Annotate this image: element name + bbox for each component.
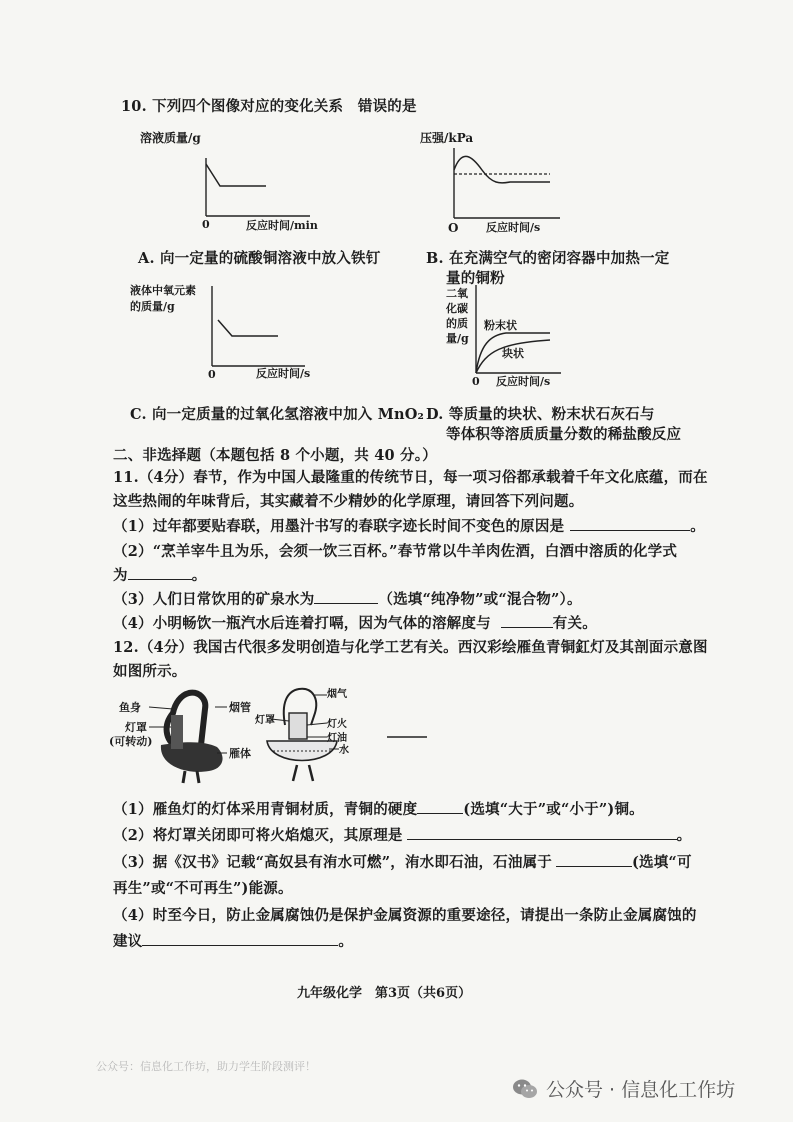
label-water: 水 <box>339 745 349 756</box>
q12-p2: （2）将灯罩关闭即可将火焰熄灭，其原理是 。 <box>113 827 692 844</box>
q12-line1: 12.（4分）我国古代很多发明创造与化学工艺有关。西汉彩绘雁鱼青铜釭灯及其剖面示意图 <box>113 639 708 656</box>
q12-p3-blank[interactable] <box>556 852 632 867</box>
q11-p1-blank[interactable] <box>570 516 690 531</box>
section2-heading: 二、非选择题（本题包括 8 个小题，共 40 分。） <box>113 447 437 464</box>
q10-option-a: A. 向一定量的硫酸铜溶液中放入铁钉 <box>138 250 381 267</box>
lamp-figure <box>105 685 435 785</box>
graph-a-curve <box>206 164 266 186</box>
brand <box>512 1075 735 1102</box>
q10-option-d-1: D. 等质量的块状、粉末状石灰石与 <box>426 406 655 423</box>
svg-text:量/g: 量/g <box>446 332 469 345</box>
q11-p4: （4）小明畅饮一瓶汽水后连着打嗝，因为气体的溶解度与 有关。 <box>113 615 597 632</box>
wechat-icon <box>512 1078 538 1100</box>
label-cover1: 灯罩 <box>125 721 147 734</box>
q11-p2b: 为 。 <box>113 567 207 584</box>
graph-a-xlabel: 反应时间/min <box>246 219 318 232</box>
graph-c-curve <box>218 320 278 336</box>
label-oil: 灯油 <box>327 733 347 744</box>
q12-p4b: 建议 。 <box>113 933 354 950</box>
goose-body <box>161 742 223 772</box>
q11-p2: （2）“烹羊宰牛且为乐，会须一饮三百杯。”春节常以牛羊肉佐酒，白酒中溶质的化学式 <box>113 543 678 560</box>
q12-line2: 如图所示。 <box>113 663 187 680</box>
svg-text:化碳: 化碳 <box>446 302 468 315</box>
graph-d-xlabel: 反应时间/s <box>496 375 551 388</box>
graph-c-ylabel: 液体中氧元素 <box>130 284 196 297</box>
q10-option-b-2: 量的铜粉 <box>446 270 505 287</box>
label-fish: 鱼身 <box>119 701 141 714</box>
graph-d-series1: 粉末状 <box>484 319 517 332</box>
graph-c-xlabel: 反应时间/s <box>256 367 311 380</box>
svg-text:的质量/g: 的质量/g <box>130 300 175 313</box>
graph-d-series2: 块状 <box>502 347 524 360</box>
brand-text: 公众号 · 信息化工作坊 <box>546 1079 736 1101</box>
graph-c <box>130 282 310 382</box>
q12-p2-blank[interactable] <box>407 825 677 840</box>
q12-p1-blank[interactable] <box>417 799 463 814</box>
q11-p1: （1）过年都要贴春联，用墨汁书写的春联字迹长时间不变色的原因是 。 <box>113 518 705 535</box>
q11-p3: （3）人们日常饮用的矿泉水为 （选填“纯净物”或“混合物”）。 <box>113 591 582 608</box>
q10-stem: 10. 下列四个图像对应的变化关系 错误的是 <box>121 98 417 115</box>
q12-p3: （3）据《汉书》记载“高奴县有洧水可燃”，洧水即石油，石油属于 (选填“可 <box>113 854 692 871</box>
graph-b-xlabel: 反应时间/s <box>486 221 541 234</box>
graph-b <box>420 128 570 236</box>
q10-option-b-1: B. 在充满空气的密闭容器中加热一定 <box>426 250 670 267</box>
q12-p1: （1）雁鱼灯的灯体采用青铜材质，青铜的硬度 (选填“大于”或“小于”)铜。 <box>113 801 644 818</box>
q11-p4-blank[interactable] <box>501 613 553 628</box>
q10-option-d-2: 等体积等溶质质量分数的稀盐酸反应 <box>446 426 682 443</box>
label-flame: 灯火 <box>327 719 347 730</box>
svg-text:0: 0 <box>202 218 210 231</box>
label-body: 雁体 <box>229 747 251 760</box>
label-pipe: 烟管 <box>229 701 251 714</box>
q12-p4-blank[interactable] <box>142 931 338 946</box>
label-cover2: 灯罩 <box>255 715 275 726</box>
graph-d-ylabel: 二氧 <box>446 287 468 300</box>
graph-a <box>140 128 318 233</box>
graph-d <box>446 285 566 391</box>
q11-p2-blank[interactable] <box>128 565 192 580</box>
q11-line1: 11.（4分）春节，作为中国人最隆重的传统节日，每一项习俗都承载着千年文化底蕴，而在 <box>113 469 708 486</box>
section-cover <box>289 713 307 739</box>
svg-text:O: O <box>448 221 459 235</box>
watermark-text: 公众号：信息化工作坊，助力学生阶段测评！ <box>96 1060 316 1073</box>
q12-p4: （4）时至今日，防止金属腐蚀仍是保护金属资源的重要途径，请提出一条防止金属腐蚀的 <box>113 907 697 924</box>
q11-p3-blank[interactable] <box>314 589 378 604</box>
q12-p3b: 再生”或“不可再生”)能源。 <box>113 880 293 897</box>
label-cover1b: (可转动) <box>109 735 153 748</box>
graph-b-ylabel: 压强/kPa <box>420 131 474 145</box>
lamp-cover <box>171 715 183 749</box>
graph-a-ylabel: 溶液质量/g <box>140 131 201 145</box>
q10-option-c: C. 向一定质量的过氧化氢溶液中加入 MnO₂ <box>130 406 425 423</box>
graph-b-curve <box>454 156 550 183</box>
svg-text:0: 0 <box>208 368 216 381</box>
label-smoke: 烟气 <box>327 689 347 700</box>
svg-text:的质: 的质 <box>446 317 468 330</box>
svg-text:0: 0 <box>472 375 480 388</box>
q11-line2: 这些热闹的年味背后，其实藏着不少精妙的化学原理，请回答下列问题。 <box>113 493 584 510</box>
page-footer: 九年级化学 第3页（共6页） <box>297 986 472 1001</box>
